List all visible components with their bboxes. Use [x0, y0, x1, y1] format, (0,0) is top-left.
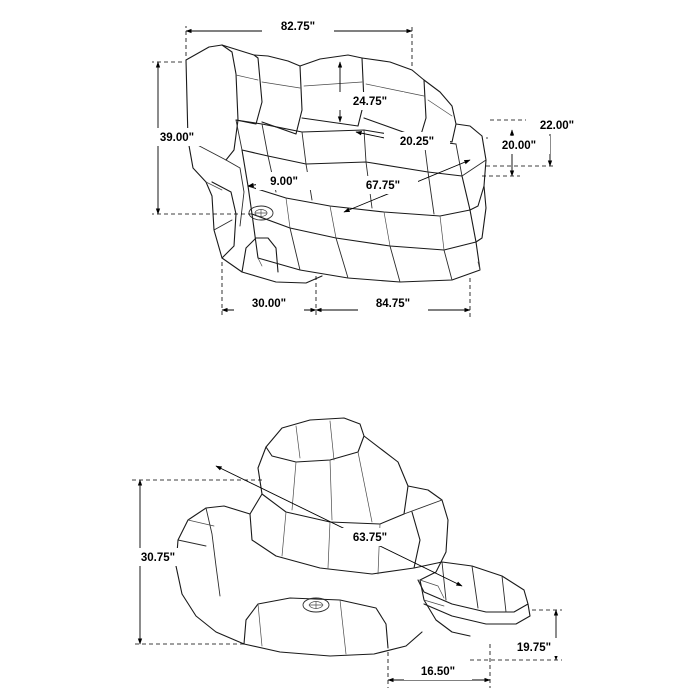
- dim-sofa-depth-reclined: 84.75": [375, 298, 411, 311]
- dim-sofa-seat-width: 67.75": [365, 180, 401, 193]
- recliner-dimensions: [126, 466, 566, 688]
- dim-sofa-arm-width: 9.00": [270, 176, 298, 189]
- dim-recliner-base-width: 16.50": [420, 666, 456, 679]
- dim-recliner-extended-depth: 63.75": [352, 532, 388, 545]
- dim-sofa-arm-height: 22.00": [539, 120, 575, 133]
- dim-sofa-back-height: 39.00": [159, 132, 195, 145]
- sofa-illustration: [186, 45, 486, 283]
- dim-sofa-depth-front: 30.00": [251, 298, 287, 311]
- dim-sofa-seat-back-height: 24.75": [352, 96, 388, 109]
- dim-recliner-back-height: 30.75": [140, 552, 176, 565]
- dim-sofa-seat-height: 20.00": [501, 140, 537, 153]
- dim-recliner-footrest-height: 19.75": [516, 642, 552, 655]
- dim-sofa-seat-depth: 20.25": [399, 136, 435, 149]
- dim-sofa-overall-width: 82.75": [280, 21, 316, 34]
